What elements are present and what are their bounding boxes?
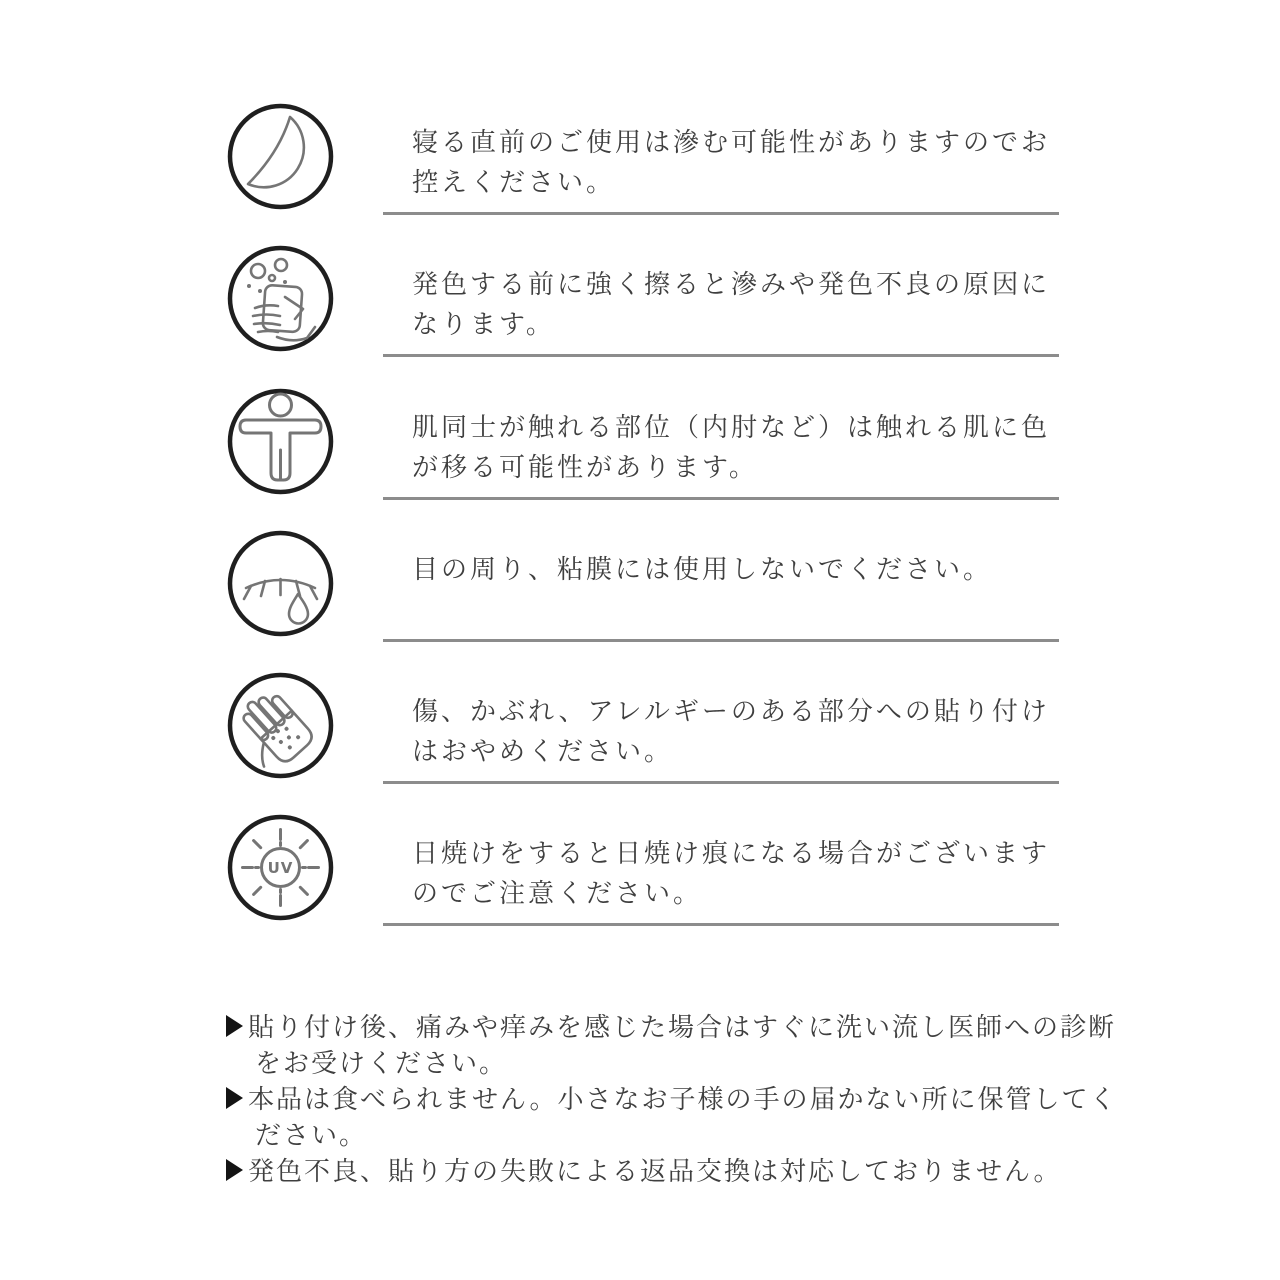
rash-hand-icon <box>227 672 334 779</box>
caution-row <box>0 672 1280 814</box>
note-line: ださい。 <box>255 1121 368 1151</box>
note-item <box>226 1082 1118 1154</box>
note-text <box>248 1154 1106 1190</box>
caution-line: 目の周り、粘膜には使用しないでください。 <box>412 555 993 585</box>
closed-eye-icon <box>227 530 334 637</box>
caution-text <box>412 834 1072 914</box>
scrub-hand-icon <box>227 245 334 352</box>
note-line: 本品は食べられません。小さなお子様の手の届かない所に保管してく <box>248 1085 1118 1115</box>
divider <box>383 639 1059 642</box>
divider <box>383 212 1059 215</box>
caution-line: 肌同士が触れる部位（内肘など）は触れる肌に色 <box>412 413 1051 443</box>
caution-line: 発色する前に強く擦ると滲みや発色不良の原因に <box>412 270 1051 300</box>
note-line: 貼り付け後、痛みや痒みを感じた場合はすぐに洗い流し医師への診断 <box>248 1013 1117 1043</box>
note-text <box>248 1010 1117 1082</box>
caution-text <box>412 123 1072 203</box>
caution-line: なります。 <box>412 310 555 340</box>
divider <box>383 781 1059 784</box>
divider <box>383 354 1059 357</box>
caution-text <box>412 265 1072 345</box>
divider <box>383 923 1059 926</box>
caution-line: のでご注意ください。 <box>412 879 703 909</box>
caution-line: 寝る直前のご使用は滲む可能性がありますのでお <box>412 128 1051 158</box>
caution-text <box>412 408 1072 488</box>
uv-sun-icon <box>227 814 334 921</box>
caution-line: はおやめください。 <box>412 737 674 767</box>
bullet-triangle-icon <box>226 1087 243 1109</box>
person-icon <box>227 388 334 495</box>
bullet-triangle-icon <box>226 1015 243 1037</box>
caution-row <box>0 103 1280 245</box>
caution-text <box>412 692 1072 772</box>
note-text <box>248 1082 1118 1154</box>
note-item <box>226 1154 1106 1190</box>
moon-icon <box>227 103 334 210</box>
caution-row <box>0 814 1280 956</box>
caution-line: 日焼けをすると日焼け痕になる場合がございます <box>412 839 1051 869</box>
caution-row <box>0 530 1280 672</box>
caution-line: 控えください。 <box>412 168 616 198</box>
note-line: 発色不良、貼り方の失敗による返品交換は対応しておりません。 <box>248 1157 1062 1187</box>
caution-line: 傷、かぶれ、アレルギーのある部分への貼り付け <box>412 697 1050 727</box>
caution-line: が移る可能性があります。 <box>412 453 758 483</box>
note-line: をお受けください。 <box>255 1049 508 1079</box>
divider <box>383 497 1059 500</box>
bullet-triangle-icon <box>226 1159 243 1181</box>
caution-row <box>0 245 1280 387</box>
uv-text: UV <box>267 859 294 877</box>
note-item <box>226 1010 1117 1082</box>
caution-text <box>412 550 1072 590</box>
caution-row <box>0 388 1280 530</box>
